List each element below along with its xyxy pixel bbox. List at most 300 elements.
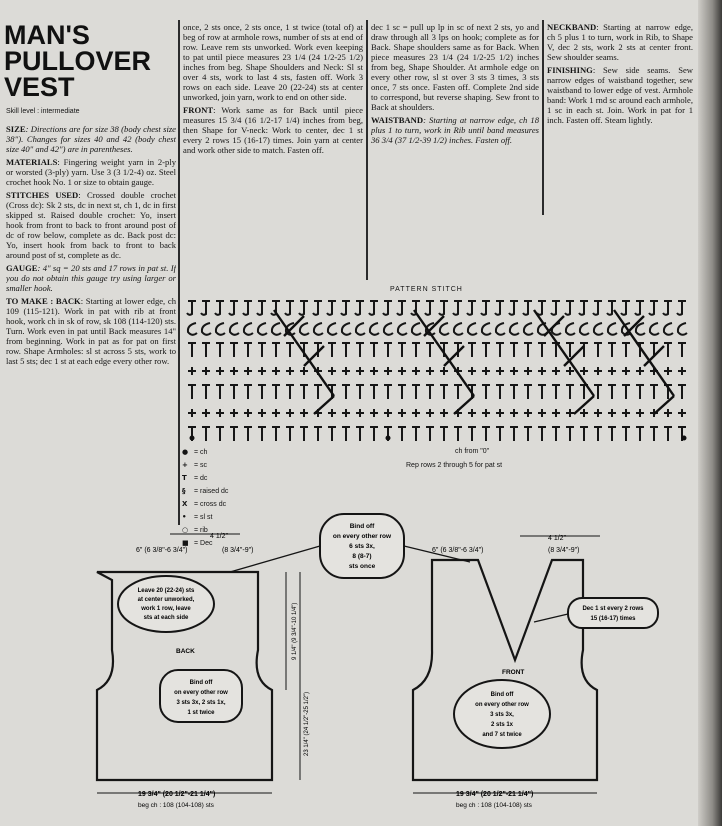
chart-stitch-symbol [552, 385, 560, 399]
instructions-column-2 [183, 22, 363, 272]
key-label: = sc [194, 462, 208, 469]
chart-stitch-symbol [496, 323, 505, 335]
chart-stitch-symbol [594, 385, 602, 399]
chart-stitch-symbol [580, 367, 588, 375]
chart-stitch-symbol [622, 427, 630, 441]
chart-stitch-symbol [188, 323, 197, 335]
chart-stitch-symbol [636, 409, 644, 417]
chart-stitch-symbol [300, 427, 308, 441]
chart-stitch-symbol [412, 367, 420, 375]
para-back: TO MAKE : BACK: Starting at lower edge, ch 109 (115-121). Work in pat with rib at front hook, work ch in sk of row, sk 108 (114-120) sts. Turn. Work even in pat until Back measures 14" from beginning. Work in pat as for pat on first row. Shape Armholes: sl st across 5 sts, work to last 5 sts; dec 1 st at each edge every other row. [6, 296, 176, 366]
chart-stitch-symbol [594, 427, 602, 441]
chart-stitch-symbol [286, 367, 294, 375]
para-materials: MATERIALS: Fingering weight yarn in 2-ply or worsted (3-ply) yarn. Use 3 (3 1/2-4) oz. Steel crochet hook No. 1 or size to obtain gauge. [6, 157, 176, 187]
key-label: = Dec [194, 540, 213, 547]
chart-stitch-symbol [664, 367, 672, 375]
chart-stitch-symbol [482, 323, 491, 335]
chart-stitch-symbol [285, 301, 294, 315]
repeat-note: Rep rows 2 through 5 for pat st [406, 462, 503, 469]
chart-stitch-symbol [622, 385, 630, 399]
chart-stitch-symbol [481, 301, 490, 315]
chart-stitch-symbol [594, 323, 603, 335]
chart-stitch-symbol [510, 367, 518, 375]
chart-stitch-symbol [412, 409, 420, 417]
instructions-column-1 [6, 124, 176, 526]
chart-stitch-symbol [412, 385, 420, 399]
chart-stitch-symbol [272, 323, 281, 335]
back-neck-dims: (8 3/4"-9") [222, 547, 254, 554]
chart-stitch-symbol [328, 427, 336, 441]
key-symbol: § [182, 487, 186, 495]
chart-stitch-symbol [313, 301, 322, 315]
chart-stitch-symbol [300, 323, 309, 335]
key-label: = dc [194, 475, 208, 482]
chart-stitch-symbol [482, 343, 490, 357]
chart-stitch-symbol [482, 409, 490, 417]
front-label: FRONT [502, 669, 525, 676]
neck-bubble-line-2: on every other row [332, 533, 392, 540]
chart-stitch-symbol [342, 427, 350, 441]
instructions-column-3 [371, 22, 539, 212]
chart-stitch-symbol [608, 367, 616, 375]
chart-stitch-symbol [370, 385, 378, 399]
chart-stitch-symbol [369, 301, 378, 315]
chart-stitch-symbol [216, 427, 224, 441]
chart-stitch-symbol [299, 301, 308, 315]
key-symbol: ○ [182, 526, 189, 534]
chart-stitch-symbol [356, 409, 364, 417]
front-dec-bubble [568, 598, 658, 628]
chart-stitch-symbol [678, 367, 686, 375]
chart-stitch-symbol [468, 409, 476, 417]
chart-stitch-symbol [230, 385, 238, 399]
key-symbol: T [182, 474, 187, 482]
chart-stitch-symbol [649, 301, 658, 315]
chart-stitch-symbol [621, 301, 630, 315]
column-rule-2 [366, 20, 368, 280]
chart-stitch-symbol [552, 427, 560, 441]
chart-stitch-symbol [580, 323, 589, 335]
chart-stitch-symbol [370, 409, 378, 417]
chart-stitch-symbol [244, 323, 253, 335]
back-armhole-line-3: 3 sts 3x, 2 sts 1x, [176, 700, 226, 706]
key-symbol: + [182, 461, 188, 469]
chart-stitch-symbol [537, 301, 546, 315]
chart-stitch-symbol [566, 367, 574, 375]
back-leave-line-3: work 1 row, leave [141, 606, 191, 612]
chart-stitch-symbol [440, 367, 448, 375]
chart-stitch-symbol [187, 301, 196, 315]
chart-stitch-symbol [425, 301, 434, 315]
chart-stitch-symbol [468, 427, 476, 441]
chart-ch-dot [190, 436, 195, 441]
chart-stitch-symbol [468, 367, 476, 375]
para-waistband: WAISTBAND: Starting at narrow edge, ch 18 plus 1 to turn, work in Rib until band measures 36 3/4 (37 1/2-39 1/2) inches. Fasten off. [371, 115, 539, 145]
chart-stitch-symbol [510, 323, 519, 335]
chart-stitch-symbol [286, 427, 294, 441]
chart-stitch-symbol [454, 323, 463, 335]
chart-stitch-symbol [524, 323, 533, 335]
chart-stitch-symbol [636, 385, 644, 399]
chart-stitch-symbol [398, 427, 406, 441]
front-width-beg: beg ch : 108 (104-108) sts [456, 802, 532, 809]
chart-stitch-symbol [230, 409, 238, 417]
chart-stitch-symbol [663, 301, 672, 315]
chart-stitch-symbol [510, 409, 518, 417]
chart-stitch-symbol [384, 385, 392, 399]
skill-level: Skill level : intermediate [6, 108, 80, 115]
chart-stitch-symbol [510, 427, 518, 441]
front-dec-line-2: 15 (16-17) times [590, 616, 636, 622]
chart-stitch-symbol [524, 409, 532, 417]
chart-stitch-symbol [230, 343, 238, 357]
back-leave-bubble [118, 576, 214, 632]
chart-stitch-symbol [370, 367, 378, 375]
chart-stitch-symbol [440, 427, 448, 441]
back-leave-line-2: at center unworked, [137, 597, 195, 603]
title-line-2: PULLOVER [4, 46, 152, 76]
chart-stitch-symbol [440, 385, 448, 399]
chart-stitch-symbol [216, 323, 225, 335]
para-back-cont: once, 2 sts once, 2 sts once, 1 st twice (total of) at beg of row at armhole rows, number of sts at end of row. Leave rem sts unworked. Work even keeping to pat until piece measures 23 1/4 (24 1/2-25 1/2) inches from beg. Shape Shoulders and Neck: Sl st over 4 sts, work to last 4 sts, fasten off. Work 3 rows on each side. Leave 20 (22-24) sts at center unworked, join yarn, work to end on other side. [183, 22, 363, 102]
ch-from-note: ch from "0" [455, 448, 490, 455]
chart-stitch-symbol [397, 301, 406, 315]
para-gauge: GAUGE: 4" sq = 20 sts and 17 rows in pat st. If you do not obtain this gauge try using larger or smaller hook. [6, 263, 176, 293]
chart-stitch-symbol [440, 409, 448, 417]
chart-stitch-symbol [216, 367, 224, 375]
front-top-measure: 4 1/2" [548, 535, 567, 542]
back-side-height: 9 1/4" (9 3/4"-10 1/4") [292, 602, 298, 660]
chart-stitch-symbol [272, 385, 280, 399]
chart-stitch-symbol [524, 385, 532, 399]
chart-stitch-symbol [327, 301, 336, 315]
chart-stitch-symbol [566, 427, 574, 441]
garment-schematic [0, 510, 722, 820]
column-rule-3 [542, 20, 544, 215]
chart-stitch-symbol [510, 343, 518, 357]
chart-stitch-symbol [202, 343, 210, 357]
chart-stitch-symbol [384, 343, 392, 357]
chart-stitch-symbol [636, 367, 644, 375]
chart-stitch-symbol [482, 385, 490, 399]
chart-stitch-symbol [202, 367, 210, 375]
key-symbol: ■ [182, 539, 189, 547]
chart-stitch-symbol [355, 301, 364, 315]
chart-stitch-symbol [538, 343, 546, 357]
chart-stitch-symbol [398, 367, 406, 375]
chart-stitch-symbol [496, 427, 504, 441]
chart-stitch-symbol [272, 409, 280, 417]
chart-stitch-symbol [566, 323, 575, 335]
para-front-cont: dec 1 sc = pull up lp in sc of next 2 sts, yo and draw through all 3 lps on hook; complete as for Back. Shape shoulders same as for Back. When piece measures 23 1/4 (24 1/2-25 1/2) inches from beg, Shape Shoulder. At armhole edge on every other row, sl st over 3 sts 3 times, 3 sts once, 7 sts once. Fasten off. Complete 2nd side to correspond, but reverse shaping. Sew front to Back at shoulders. [371, 22, 539, 112]
back-armhole-line-1: Bind off [189, 680, 213, 686]
chart-stitch-symbol [342, 343, 350, 357]
chart-stitch-symbol [622, 367, 630, 375]
back-width-beg: beg ch : 108 (104-108) sts [138, 802, 214, 809]
key-item [182, 459, 228, 472]
key-label: = rib [194, 527, 208, 534]
chart-stitch-symbol [300, 367, 308, 375]
chart-stitch-symbol [635, 301, 644, 315]
chart-stitch-symbol [314, 427, 322, 441]
chart-stitch-symbol [258, 367, 266, 375]
chart-stitch-symbol [565, 301, 574, 315]
chart-stitch-symbol [664, 427, 672, 441]
key-label: = ch [194, 449, 208, 456]
chart-stitch-symbol [216, 385, 224, 399]
chart-stitch-symbol [188, 409, 196, 417]
chart-stitch-symbol [328, 367, 336, 375]
chart-ch-dot [682, 436, 687, 441]
chart-stitch-symbol [524, 343, 532, 357]
chart-stitch-symbol [356, 427, 364, 441]
chart-stitch-symbol [398, 409, 406, 417]
chart-stitch-symbol [495, 301, 504, 315]
chart-stitch-symbol [370, 343, 378, 357]
chart-stitch-symbol [188, 385, 196, 399]
chart-stitch-symbol [286, 343, 294, 357]
para-front: FRONT: Work same as for Back until piece measures 15 3/4 (16 1/2-17 1/4) inches from beg, then Shape for V-neck: Work to center, dec 1 st every 2 rows 15 (16-17) times. Join yarn at center and work other side to match. Fasten off. [183, 105, 363, 155]
key-symbol: X [182, 500, 188, 508]
title-line-1: MAN'S [4, 20, 90, 50]
chart-stitch-symbol [593, 301, 602, 315]
chart-stitch-symbol [272, 367, 280, 375]
chart-stitch-symbol [258, 409, 266, 417]
chart-stitch-symbol [244, 427, 252, 441]
chart-stitch-symbol [523, 301, 532, 315]
chart-stitch-symbol [384, 367, 392, 375]
chart-stitch-symbol [510, 385, 518, 399]
front-armhole-line-4: 2 sts 1x [490, 722, 514, 728]
chart-stitch-symbol [384, 323, 393, 335]
chart-stitch-symbol [272, 427, 280, 441]
chart-stitch-symbol [342, 323, 351, 335]
chart-stitch-symbol [664, 409, 672, 417]
chart-stitch-symbol [328, 323, 337, 335]
chart-stitch-symbol [328, 409, 336, 417]
chart-stitch-symbol [230, 323, 239, 335]
chart-stitch-symbol [636, 427, 644, 441]
key-label: = sl st [194, 514, 213, 521]
chart-stitch-symbol [201, 301, 210, 315]
chart-stitch-symbol [426, 427, 434, 441]
key-symbol: ● [182, 448, 189, 456]
chart-stitch-symbol [300, 385, 308, 399]
chart-stitch-symbol [552, 367, 560, 375]
chart-stitch-symbol [622, 343, 630, 357]
chart-stitch-symbol [467, 301, 476, 315]
chart-stitch-symbol [608, 323, 617, 335]
back-leave-line-4: sts at each side [143, 615, 189, 621]
chart-stitch-symbol [216, 409, 224, 417]
chart-stitch-symbol [230, 427, 238, 441]
chart-stitch-symbol [538, 385, 546, 399]
para-stitches: STITCHES USED: Crossed double crochet (Cross dc): Sk 2 sts, dc in next st, ch 1, dc in first skipped st. Raised double crochet: Yo, insert hook from front to back to front around post of dc of row below, complete as dc. Back post dc: Yo, insert hook from back to front to back around post of st, complete as dc. [6, 190, 176, 260]
back-top-measure: 4 1/2" [210, 533, 229, 540]
chart-stitch-symbol [286, 409, 294, 417]
chart-stitch-symbol [566, 409, 574, 417]
chart-stitch-symbol [412, 427, 420, 441]
page-binding-shadow [698, 0, 722, 826]
chart-stitch-symbol [468, 343, 476, 357]
chart-stitch-symbol [426, 385, 434, 399]
chart-stitch-symbol [453, 301, 462, 315]
chart-stitch-symbol [384, 409, 392, 417]
chart-stitch-symbol [215, 301, 224, 315]
chart-stitch-symbol [524, 427, 532, 441]
para-finishing: FINISHING: Sew side seams. Sew narrow edges of waistband together, sew waistband to lower edge of vest. Armhole band: Work 1 rnd sc around each armhole, 1 sc in each st. Join. Work in pat for 1 inch. Fasten off. Steam lightly. [547, 65, 693, 125]
chart-stitch-symbol [538, 367, 546, 375]
chart-stitch-symbol [314, 323, 323, 335]
back-label: BACK [176, 648, 195, 655]
chart-stitch-symbol [286, 385, 294, 399]
chart-stitch-symbol [650, 427, 658, 441]
chart-stitch-symbol [538, 427, 546, 441]
chart-stitch-symbol [258, 427, 266, 441]
pattern-stitch-chart [184, 296, 704, 446]
chart-stitch-symbol [482, 367, 490, 375]
instructions-column-4 [547, 22, 693, 218]
front-neck-dims: (8 3/4"-9") [548, 547, 580, 554]
key-label: = cross dc [194, 501, 227, 508]
key-item [182, 446, 228, 459]
chart-stitch-symbol [356, 323, 365, 335]
chart-stitch-symbol [594, 409, 602, 417]
chart-stitch-symbol [188, 367, 196, 375]
chart-stitch-symbol [412, 343, 420, 357]
chart-stitch-symbol [566, 385, 574, 399]
chart-stitch-symbol [243, 301, 252, 315]
front-armhole-line-1: Bind off [490, 692, 514, 698]
front-dec-line-1: Dec 1 st every 2 rows [582, 606, 644, 612]
chart-stitch-symbol [244, 409, 252, 417]
chart-stitch-symbol [496, 385, 504, 399]
neck-bubble-line-1: Bind off [349, 523, 375, 530]
front-shoulder-dims: 6" (6 3/8"-6 3/4") [432, 547, 484, 554]
pattern-title [4, 22, 174, 100]
chart-stitch-symbol [566, 343, 574, 357]
chart-stitch-symbol [650, 323, 659, 335]
back-armhole-line-2: on every other row [174, 690, 228, 696]
chart-stitch-symbol [202, 427, 210, 441]
key-item [182, 485, 228, 498]
chart-stitch-symbol [608, 427, 616, 441]
chart-stitch-symbol [677, 301, 686, 315]
front-armhole-line-3: 3 sts 3x, [490, 712, 514, 718]
key-symbol: • [182, 513, 187, 521]
neck-bubble-line-3: 6 sts 3x, [349, 543, 375, 550]
para-neckband: NECKBAND: Starting at narrow edge, ch 5 plus 1 to turn, work in Rib, to Shape V, dec 2 sts, work 2 sts at center front. Sew shoulder seams. [547, 22, 693, 62]
title-line-3: VEST [4, 72, 75, 102]
chart-stitch-symbol [538, 409, 546, 417]
chart-stitch-symbol [398, 323, 407, 335]
chart-stitch-symbol [412, 323, 421, 335]
chart-stitch-symbol [636, 323, 645, 335]
chart-stitch-symbol [524, 367, 532, 375]
chart-stitch-symbol [678, 409, 686, 417]
pattern-stitch-heading: PATTERN STITCH [390, 286, 463, 293]
back-leave-line-1: Leave 20 (22-24) sts [137, 588, 195, 594]
chart-stitch-symbol [468, 323, 477, 335]
chart-stitch-symbol [509, 301, 518, 315]
chart-stitch-symbol [678, 385, 686, 399]
key-item [182, 472, 228, 485]
neck-bubble-line-5: sts once [348, 563, 376, 570]
column-rule-1 [178, 20, 180, 525]
chart-stitch-symbol [272, 343, 280, 357]
chart-stitch-symbol [622, 409, 630, 417]
chart-stitch-symbol [202, 323, 211, 335]
back-armhole-line-4: 1 st twice [187, 710, 215, 716]
chart-stitch-symbol [664, 343, 672, 357]
back-total-height: 23 1/4" (24 1/2"-25 1/2") [304, 691, 310, 756]
chart-stitch-symbol [383, 301, 392, 315]
chart-stitch-symbol [356, 385, 364, 399]
chart-stitch-symbol [678, 323, 687, 335]
chart-stitch-symbol [341, 301, 350, 315]
chart-stitch-symbol [328, 343, 336, 357]
chart-stitch-symbol [398, 385, 406, 399]
chart-cross-marks [190, 310, 687, 441]
chart-ch-dot [386, 436, 391, 441]
chart-stitch-symbol [496, 409, 504, 417]
chart-stitch-symbol [608, 409, 616, 417]
front-armhole-line-5: and 7 st twice [482, 732, 522, 738]
chart-stitch-symbol [188, 343, 196, 357]
chart-stitch-symbol [356, 367, 364, 375]
chart-stitch-symbol [454, 427, 462, 441]
chart-stitch-symbol [426, 343, 434, 357]
chart-stitch-symbol [608, 385, 616, 399]
chart-stitch-symbol [551, 301, 560, 315]
chart-stitch-symbol [244, 343, 252, 357]
back-shoulder-dims: 6" (6 3/8"-6 3/4") [136, 547, 188, 554]
chart-stitch-symbol [454, 385, 462, 399]
chart-stitch-symbol [608, 343, 616, 357]
chart-stitch-symbol [482, 427, 490, 441]
chart-stitch-symbol [678, 343, 686, 357]
chart-stitch-symbol [216, 343, 224, 357]
chart-stitch-symbol [594, 367, 602, 375]
chart-stitch-symbol [439, 301, 448, 315]
chart-stitch-symbol [650, 385, 658, 399]
chart-stitch-symbol [426, 367, 434, 375]
chart-stitch-symbol [202, 409, 210, 417]
chart-stitch-symbol [370, 427, 378, 441]
back-width: 19 3/4" (20 1/2"-21 1/4") [138, 791, 216, 798]
key-label: = raised dc [194, 488, 229, 495]
chart-stitch-symbol [229, 301, 238, 315]
chart-stitch-symbol [300, 409, 308, 417]
chart-stitch-symbol [426, 409, 434, 417]
chart-stitch-symbol [257, 301, 266, 315]
chart-stitch-symbol [230, 367, 238, 375]
chart-stitch-symbol [258, 343, 266, 357]
chart-stitch-symbol [579, 301, 588, 315]
chart-stitch-symbol [244, 367, 252, 375]
chart-stitch-symbol [314, 385, 322, 399]
front-armhole-line-2: on every other row [475, 702, 529, 708]
chart-stitch-symbol [342, 409, 350, 417]
chart-stitch-symbol [594, 343, 602, 357]
front-dec-leader [534, 614, 568, 622]
chart-stitch-symbol [552, 409, 560, 417]
chart-stitch-symbol [496, 367, 504, 375]
chart-stitch-symbol [342, 367, 350, 375]
chart-stitch-symbol [258, 323, 267, 335]
chart-stitch-symbol [202, 385, 210, 399]
neck-bubble-line-4: 8 (8-7) [352, 553, 372, 560]
